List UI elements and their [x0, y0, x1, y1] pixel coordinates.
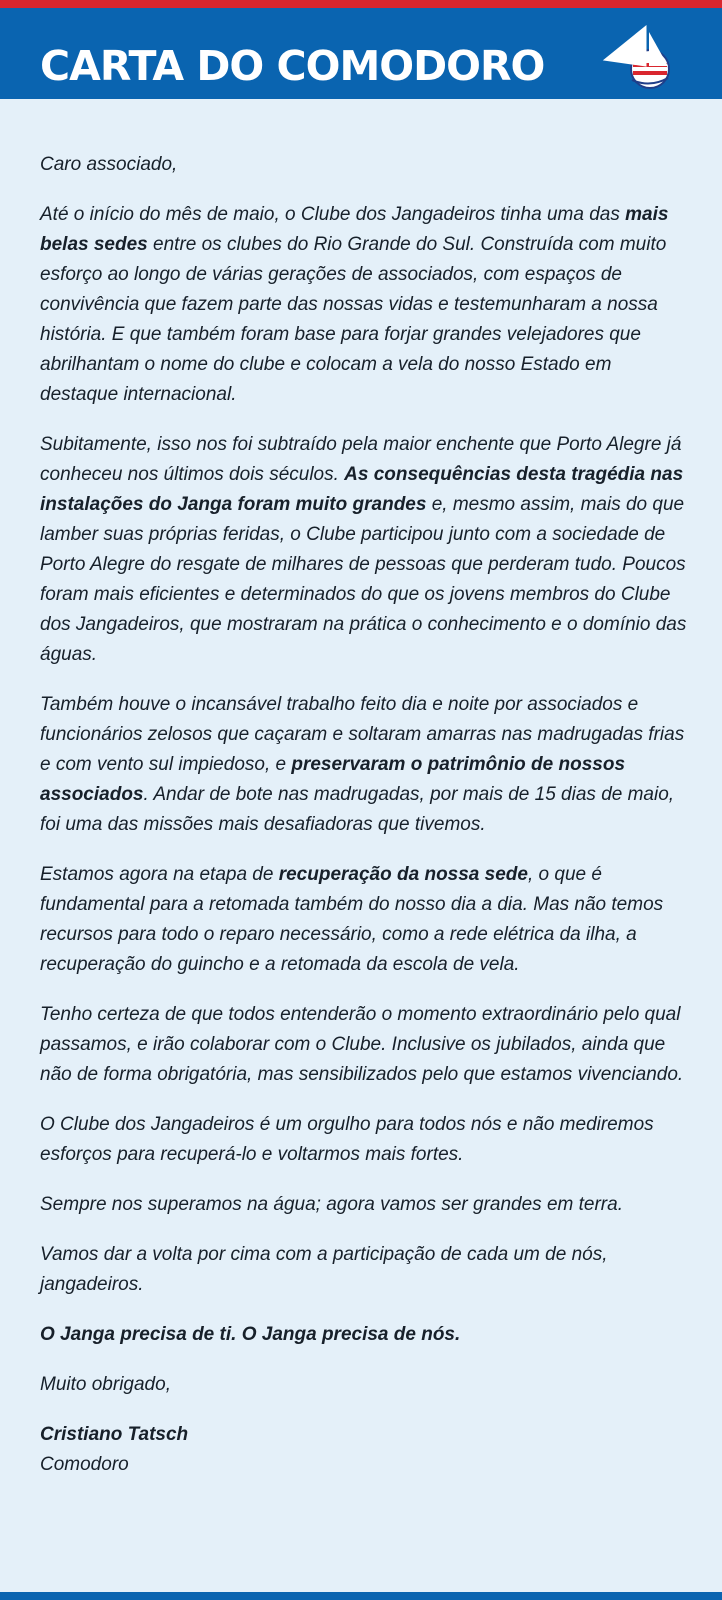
letter-closing: Muito obrigado,: [40, 1374, 171, 1395]
letter-body: [40, 150, 692, 1480]
signature-name: Cristiano Tatsch: [40, 1424, 189, 1445]
bottom-blue-stripe: [0, 1592, 722, 1600]
letter-paragraph-2: Subitamente, isso nos foi subtraído pela maior enchente que Porto Alegre já conheceu nos últimos dois séculos. As consequências desta tragédia nas instalações do Janga foram muito grandes e, mesmo assim, mais do que lamber suas próprias feridas, o Clube participou junto com a sociedade de Porto Alegre do resgate de milhares de pessoas que perderam tudo. Poucos foram mais eficientes e determinados do que os jovens membros do Clube dos Jangadeiros, que mostraram na prática o conhecimento e o domínio das águas.: [40, 434, 687, 665]
letter-paragraph-3: Também houve o incansável trabalho feito dia e noite por associados e funcionários zelosos que caçaram e soltaram amarras nas madrugadas frias e com vento sul impiedoso, e preservaram o patrimônio de nossos associados. Andar de bote nas madrugadas, por mais de 15 dias de maio, foi uma das missões mais desafiadoras que tivemos.: [40, 694, 685, 835]
letter-paragraph-5: Tenho certeza de que todos entenderão o momento extraordinário pelo qual passamos, e irão colaborar com o Clube. Inclusive os jubilados, ainda que não de forma obrigatória, mas sensibilizados pelo que estamos vivenciando.: [40, 1004, 684, 1085]
letter-signature: [40, 1420, 692, 1480]
header-banner: [0, 8, 722, 99]
letter-greeting: Caro associado,: [40, 154, 178, 175]
letter-paragraph-1: Até o início do mês de maio, o Clube dos Jangadeiros tinha uma das mais belas sedes entre os clubes do Rio Grande do Sul. Construída com muito esforço ao longo de várias gerações de associados, com espaços de convivência que fazem parte das nossas vidas e testemunharam a nossa história. E que também foram base para forjar grandes velejadores que abrilhantam o nome do clube e colocam a vela do nosso Estado em destaque internacional.: [40, 204, 669, 405]
sailboat-logo-icon: [602, 22, 682, 94]
page-title: CARTA DO COMODORO: [40, 42, 545, 90]
letter-paragraph-6: O Clube dos Jangadeiros é um orgulho para todos nós e não mediremos esforços para recuperá-lo e voltarmos mais fortes.: [40, 1114, 654, 1165]
letter-paragraph-7: Sempre nos superamos na água; agora vamos ser grandes em terra.: [40, 1194, 623, 1215]
letter-paragraph-4: Estamos agora na etapa de recuperação da nossa sede, o que é fundamental para a retomada também do nosso dia a dia. Mas não temos recursos para todo o reparo necessário, como a rede elétrica da ilha, a recuperação do guincho e a retomada da escola de vela.: [40, 864, 664, 975]
signature-role: Comodoro: [40, 1454, 129, 1475]
top-red-stripe: [0, 0, 722, 8]
letter-paragraph-9: O Janga precisa de ti. O Janga precisa de nós.: [40, 1324, 461, 1345]
letter-paragraph-8: Vamos dar a volta por cima com a participação de cada um de nós, jangadeiros.: [40, 1244, 608, 1295]
